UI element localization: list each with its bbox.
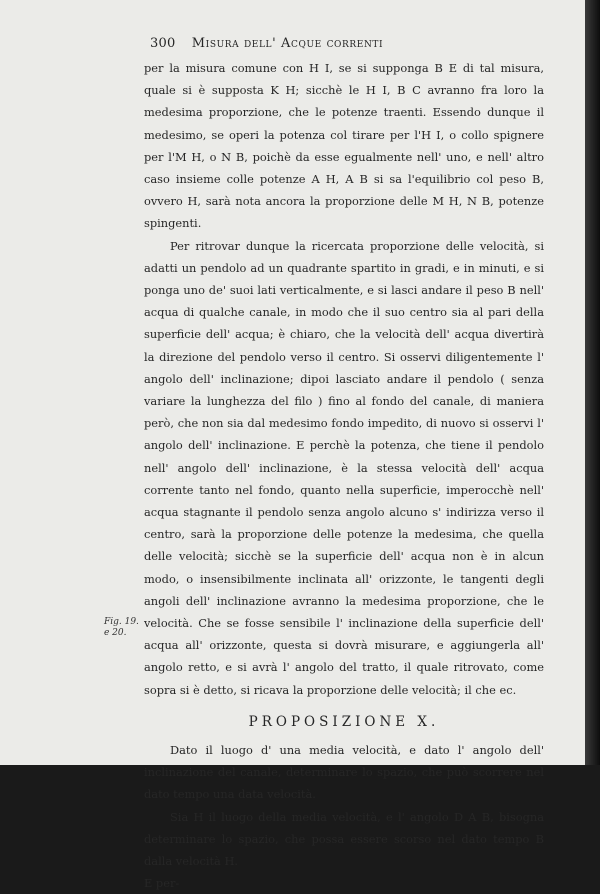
- proposition-statement: Dato il luogo d' una media velocità, e dato l' angolo dell' inclinazione del canale, determinare lo spazio, che può scorrere nel dato tempo una data velocità.: [144, 742, 544, 802]
- figure-reference-note: [104, 617, 139, 639]
- figure-reference-line-2: e 20.: [104, 628, 127, 638]
- running-title: Misura dell' Acque correnti: [191, 36, 384, 51]
- figure-reference-line-1: Fig. 19.: [104, 617, 139, 627]
- page-header: [150, 36, 383, 51]
- scan-dark-edge: [585, 0, 600, 765]
- paragraph-continued: per la misura comune con H I, se si supponga B E di tal misura, quale si è supposta K H; sicchè le H I, B C avranno fra loro la medesima proporzione, che le potenze traenti. Essendo dunque il medesimo, se operi la potenza col tirare per l'H I, o collo spignere per l'M H, o N B, poichè da esse egualmente nell' uno, e nell' altro caso insieme colle potenze A H, A B si sa l'equilibrio col peso B, ovvero H, sarà nota ancora la proporzione delle M H, N B, potenze spingenti.: [144, 61, 544, 231]
- page-number: 300: [150, 36, 176, 51]
- section-heading: PROPOSIZIONE X.: [248, 713, 440, 730]
- proposition-setup: Sia H il luogo della media velocità, e l' angolo D A B, bisogna determinare lo spazio, che possa essere scorso nel dato tempo B dalla velocità H.: [144, 809, 544, 868]
- page-body: [144, 57, 544, 894]
- catchword: E per-: [144, 876, 180, 891]
- paragraph-pendulum-method: Per ritrovar dunque la ricercata proporzione delle velocità, si adatti un pendolo ad un quadrante spartito in gradi, e in minuti, e si ponga uno de' suoi lati verticalmente, e si lasci andare il peso B nell' acqua di qualche canale, in modo che il suo centro sia al pari della superficie dell' acqua; è chiaro, che la velocità dell' acqua divertirà la direzione del pendolo verso il centro. Si osservi diligentemente l' angolo dell' inclinazione; dipoi lasciato andare il pendolo ( senza variare la lunghezza del filo ) fino al fondo del canale, di maniera però, che non sia dal medesimo fondo impedito, di nuovo si osservi l' angolo dell' inclinazione. E perchè la potenza, che tiene il pendolo nell' angolo dell' inclinazione, è la stessa velocità dell' acqua corrente tanto nel fondo, quanto nella superficie, imperocchè nell' acqua stagnante il pendolo senza angolo alcuno s' indirizza verso il centro, sarà la proporzione delle potenze la medesima, che quella delle velocità; sicchè se la superficie dell' acqua non è in alcun modo, o insensibilmente inclinata all' orizzonte, le tangenti degli angoli dell' inclinazione avranno la medesima proporzione, che le velocità. Che se fosse sensibile l' inclinazione della superficie dell' acqua all' orizzonte, questa si dovrà misurare, e aggiungerla all' angolo retto, e si avrà l' angolo del tratto, il quale ritrovato, come sopra si è detto, si ricava la proporzione delle velocità; il che ec.: [144, 238, 544, 697]
